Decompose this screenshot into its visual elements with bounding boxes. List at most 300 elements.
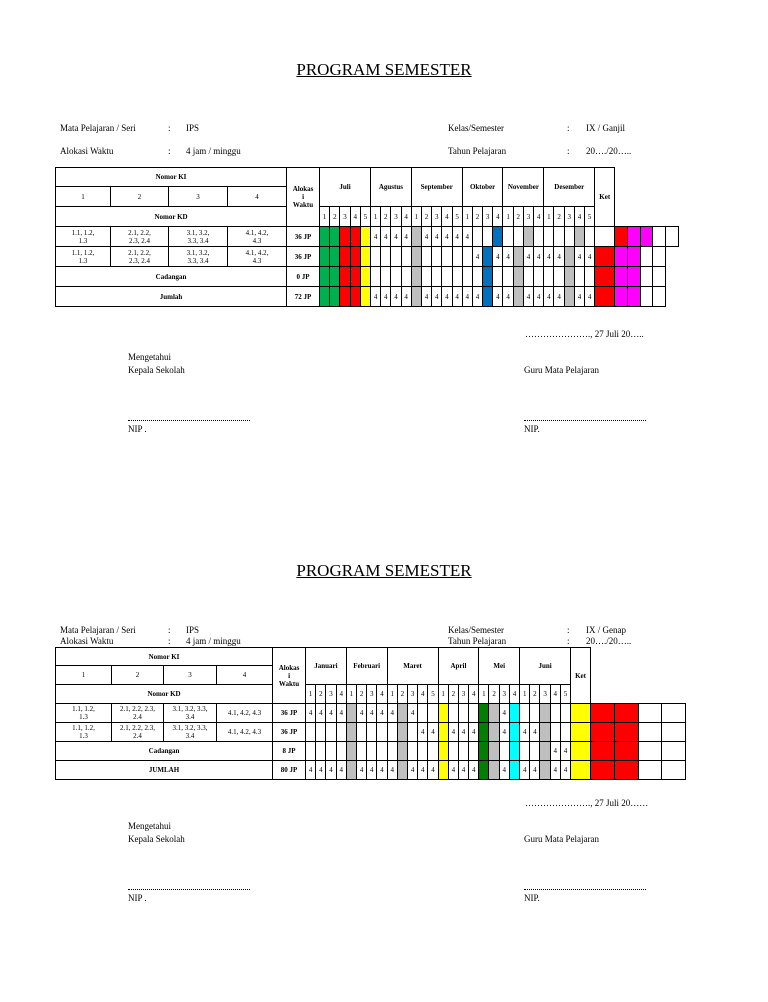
nip-left: NIP .	[128, 893, 147, 903]
week-cell	[387, 742, 397, 761]
kelas-sep: :	[567, 123, 570, 133]
week-cell	[360, 267, 370, 287]
week-number: 4	[509, 685, 519, 704]
week-cell	[350, 227, 360, 247]
date-line: …………………., 27 Juli 20……	[525, 798, 649, 808]
week-number: 2	[421, 207, 431, 227]
week-cell	[472, 267, 482, 287]
week-cell	[397, 704, 407, 723]
week-number: 4	[442, 207, 452, 227]
week-cell	[367, 723, 377, 742]
ki-number: 3	[164, 666, 217, 685]
week-number: 5	[585, 207, 595, 227]
week-cell	[360, 287, 370, 307]
week-cell	[371, 247, 381, 267]
week-number: 4	[493, 207, 503, 227]
mapel-label: Mata Pelajaran / Seri	[60, 625, 136, 635]
week-cell	[438, 761, 448, 780]
week-cell: 4	[306, 704, 316, 723]
week-cell	[428, 742, 438, 761]
date-line: …………………., 27 Juli 20…..	[525, 329, 644, 339]
week-cell	[371, 267, 381, 287]
week-number: 4	[469, 685, 479, 704]
ket-cell	[653, 267, 666, 287]
week-cell	[401, 247, 411, 267]
tahun-label: Tahun Pelajaran	[448, 146, 507, 156]
week-cell	[411, 287, 421, 307]
month-header: April	[438, 648, 479, 685]
kepala-sekolah-label: Kepala Sekolah	[128, 365, 185, 375]
week-number: 3	[367, 685, 377, 704]
week-cell	[640, 287, 653, 307]
week-cell	[421, 267, 431, 287]
week-cell	[554, 267, 564, 287]
week-cell	[381, 267, 391, 287]
week-cell	[479, 742, 489, 761]
week-cell	[571, 723, 591, 742]
week-cell	[377, 742, 387, 761]
week-cell	[360, 227, 370, 247]
week-cell: 4	[381, 287, 391, 307]
signature-line	[524, 420, 646, 421]
week-cell: 4	[462, 287, 472, 307]
alokasi-value: 4 jam / minggu	[186, 636, 241, 646]
week-cell	[432, 247, 442, 267]
week-cell	[513, 267, 523, 287]
week-cell	[316, 742, 326, 761]
week-cell	[571, 742, 591, 761]
week-number: 3	[432, 207, 442, 227]
week-cell	[350, 287, 360, 307]
week-cell: 4	[442, 287, 452, 307]
ki-number: 2	[111, 187, 169, 207]
week-cell: 4	[574, 287, 584, 307]
week-cell: 4	[371, 287, 381, 307]
signature-line	[128, 889, 250, 890]
week-number: 1	[346, 685, 356, 704]
week-cell: 4	[371, 227, 381, 247]
week-cell: 4	[428, 723, 438, 742]
week-cell	[330, 227, 340, 247]
week-cell: 4	[357, 761, 367, 780]
alokasi-sep: :	[168, 636, 171, 646]
ket-cell	[666, 227, 679, 247]
week-cell	[614, 723, 638, 742]
week-number: 3	[540, 685, 550, 704]
kelas-sep: :	[567, 625, 570, 635]
week-cell	[638, 761, 662, 780]
week-number: 4	[401, 207, 411, 227]
week-cell: 4	[523, 287, 533, 307]
week-cell	[401, 267, 411, 287]
alokasi-waktu-header: Alokas i Waktu	[273, 648, 306, 704]
mengetahui-label: Mengetahui	[128, 821, 171, 831]
kd-cell: 3.1, 3.2, 3.3, 3.4	[164, 723, 217, 742]
week-cell	[627, 227, 640, 247]
month-header: September	[411, 168, 462, 207]
month-header: Maret	[387, 648, 438, 685]
week-cell	[357, 742, 367, 761]
week-cell: 4	[452, 287, 462, 307]
row-label: Jumlah	[56, 287, 287, 307]
mapel-label: Mata Pelajaran / Seri	[60, 123, 136, 133]
week-cell: 4	[550, 761, 560, 780]
week-cell: 4	[418, 761, 428, 780]
week-cell	[411, 247, 421, 267]
week-number: 2	[316, 685, 326, 704]
week-number: 3	[407, 685, 417, 704]
week-cell	[438, 704, 448, 723]
week-cell	[615, 267, 628, 287]
week-number: 3	[564, 207, 574, 227]
week-cell	[458, 704, 468, 723]
page-title: PROGRAM SEMESTER	[296, 561, 472, 580]
week-cell	[442, 247, 452, 267]
week-number: 1	[371, 207, 381, 227]
kd-cell: 4.1, 4.2, 4.3	[228, 227, 287, 247]
week-number: 2	[530, 685, 540, 704]
week-cell	[509, 742, 519, 761]
week-cell: 4	[544, 247, 554, 267]
kd-cell: 3.1, 3.2, 3.3, 3.4	[169, 227, 228, 247]
nomor-ki-header: Nomor KI	[56, 168, 287, 187]
nip-right: NIP.	[524, 893, 540, 903]
week-cell: 4	[387, 761, 397, 780]
week-cell	[458, 742, 468, 761]
week-cell: 4	[499, 704, 509, 723]
week-cell: 4	[421, 287, 431, 307]
week-cell	[564, 247, 574, 267]
week-number: 4	[550, 685, 560, 704]
tahun-sep: :	[567, 636, 570, 646]
week-cell	[509, 761, 519, 780]
kelas-label: Kelas/Semester	[448, 123, 504, 133]
week-number: 5	[452, 207, 462, 227]
nomor-kd-header: Nomor KD	[56, 685, 273, 704]
kd-cell: 3.1, 3.2, 3.3, 3.4	[169, 247, 228, 267]
tahun-value: 20…./20…..	[586, 636, 632, 646]
week-cell: 4	[560, 761, 570, 780]
week-cell	[585, 267, 595, 287]
week-cell	[638, 742, 662, 761]
week-cell	[530, 742, 540, 761]
week-cell: 4	[585, 287, 595, 307]
alokasi-cell: 36 JP	[273, 723, 306, 742]
alokasi-sep: :	[168, 146, 171, 156]
week-cell	[320, 287, 330, 307]
guru-label: Guru Mata Pelajaran	[524, 365, 599, 375]
week-cell	[330, 267, 340, 287]
week-cell	[387, 723, 397, 742]
week-cell: 4	[448, 723, 458, 742]
month-header: Desember	[544, 168, 595, 207]
week-cell	[574, 227, 584, 247]
nomor-ki-header: Nomor KI	[56, 648, 273, 666]
week-number: 2	[357, 685, 367, 704]
week-cell	[591, 723, 615, 742]
week-cell	[357, 723, 367, 742]
kelas-value: IX / Ganjil	[586, 123, 625, 133]
week-cell	[550, 704, 560, 723]
week-cell	[448, 704, 458, 723]
week-cell	[489, 742, 499, 761]
week-number: 1	[479, 685, 489, 704]
week-cell	[513, 227, 523, 247]
mapel-value: IPS	[186, 123, 200, 133]
ki-number: 3	[169, 187, 228, 207]
alokasi-cell: 8 JP	[273, 742, 306, 761]
ki-number: 1	[56, 666, 112, 685]
month-header: November	[503, 168, 544, 207]
week-cell: 4	[469, 761, 479, 780]
week-cell	[615, 247, 628, 267]
week-cell: 4	[472, 247, 482, 267]
ket-cell	[662, 761, 686, 780]
week-cell	[560, 704, 570, 723]
week-cell: 4	[336, 704, 346, 723]
week-cell	[316, 723, 326, 742]
ki-number: 2	[112, 666, 164, 685]
week-cell	[421, 247, 431, 267]
week-cell	[627, 247, 640, 267]
week-cell: 4	[499, 723, 509, 742]
week-cell	[540, 723, 550, 742]
week-cell	[493, 227, 503, 247]
week-cell: 4	[442, 227, 452, 247]
week-number: 3	[523, 207, 533, 227]
week-cell: 4	[387, 704, 397, 723]
week-cell	[397, 723, 407, 742]
kd-cell: 2.1, 2.2, 2.3, 2.4	[112, 704, 164, 723]
week-cell: 4	[407, 761, 417, 780]
alokasi-cell: 36 JP	[273, 704, 306, 723]
week-cell: 4	[326, 761, 336, 780]
week-cell	[544, 227, 554, 247]
row-label: Cadangan	[56, 267, 287, 287]
week-cell: 4	[554, 287, 564, 307]
week-cell	[503, 267, 513, 287]
week-number: 2	[448, 685, 458, 704]
week-cell	[336, 742, 346, 761]
alokasi-cell: 80 JP	[273, 761, 306, 780]
week-number: 3	[458, 685, 468, 704]
row-label: Cadangan	[56, 742, 273, 761]
week-cell	[534, 227, 544, 247]
week-number: 2	[554, 207, 564, 227]
guru-label: Guru Mata Pelajaran	[524, 834, 599, 844]
week-cell: 4	[391, 227, 401, 247]
week-cell: 4	[432, 287, 442, 307]
week-cell	[493, 267, 503, 287]
week-cell: 4	[448, 761, 458, 780]
tahun-label: Tahun Pelajaran	[448, 636, 507, 646]
week-number: 4	[350, 207, 360, 227]
ki-number: 4	[217, 666, 273, 685]
week-cell: 4	[520, 723, 530, 742]
mapel-sep: :	[168, 123, 171, 133]
kd-cell: 4.1, 4.2, 4.3	[228, 247, 287, 267]
week-number: 1	[462, 207, 472, 227]
week-cell	[462, 247, 472, 267]
week-cell	[407, 723, 417, 742]
week-number: 4	[336, 685, 346, 704]
week-cell	[489, 723, 499, 742]
alokasi-value: 4 jam / minggu	[186, 146, 241, 156]
week-cell	[640, 267, 653, 287]
week-cell: 4	[381, 227, 391, 247]
week-cell: 4	[458, 761, 468, 780]
week-number: 4	[418, 685, 428, 704]
week-cell	[503, 227, 513, 247]
week-cell: 4	[336, 761, 346, 780]
week-cell: 4	[432, 227, 442, 247]
week-cell	[483, 247, 493, 267]
week-number: 4	[377, 685, 387, 704]
mapel-value: IPS	[186, 625, 200, 635]
week-cell: 4	[530, 723, 540, 742]
week-cell	[615, 227, 628, 247]
week-cell	[397, 742, 407, 761]
week-cell	[585, 227, 595, 247]
week-cell: 4	[357, 704, 367, 723]
week-cell	[462, 267, 472, 287]
week-cell: 4	[428, 761, 438, 780]
week-cell	[544, 267, 554, 287]
week-cell	[595, 267, 615, 287]
week-number: 3	[499, 685, 509, 704]
week-cell	[489, 761, 499, 780]
week-cell: 4	[391, 287, 401, 307]
month-header: Juni	[520, 648, 571, 685]
month-header: Mei	[479, 648, 520, 685]
week-number: 2	[330, 207, 340, 227]
week-cell	[448, 742, 458, 761]
kelas-value: IX / Genap	[586, 625, 626, 635]
week-cell	[340, 287, 350, 307]
kd-cell: 1.1, 1.2, 1.3	[56, 227, 111, 247]
week-cell	[469, 704, 479, 723]
week-cell	[320, 227, 330, 247]
week-number: 1	[503, 207, 513, 227]
signature-line	[128, 420, 250, 421]
week-cell	[564, 267, 574, 287]
week-cell	[340, 227, 350, 247]
alokasi-cell: 0 JP	[287, 267, 320, 287]
ket-cell	[662, 742, 686, 761]
ket-header: Ket	[595, 168, 615, 227]
week-number: 1	[320, 207, 330, 227]
week-number: 5	[360, 207, 370, 227]
week-cell	[438, 742, 448, 761]
ket-cell	[653, 247, 666, 267]
week-cell: 4	[520, 761, 530, 780]
ki-number: 4	[228, 187, 287, 207]
week-cell: 4	[585, 247, 595, 267]
week-cell	[479, 704, 489, 723]
week-number: 4	[534, 207, 544, 227]
month-header: Januari	[306, 648, 347, 685]
week-number: 5	[560, 685, 570, 704]
week-cell	[360, 247, 370, 267]
week-cell: 4	[550, 742, 560, 761]
week-cell	[640, 247, 653, 267]
alokasi-label: Alokasi Waktu	[60, 636, 114, 646]
week-cell	[509, 704, 519, 723]
week-cell: 4	[452, 227, 462, 247]
week-cell: 4	[418, 723, 428, 742]
week-cell	[452, 247, 462, 267]
week-cell: 4	[534, 287, 544, 307]
week-number: 3	[340, 207, 350, 227]
alokasi-label: Alokasi Waktu	[60, 146, 114, 156]
week-cell	[411, 227, 421, 247]
week-cell	[411, 267, 421, 287]
week-cell	[591, 704, 615, 723]
week-cell: 4	[574, 247, 584, 267]
week-cell: 4	[367, 761, 377, 780]
week-cell	[571, 704, 591, 723]
week-cell	[330, 247, 340, 267]
week-number: 2	[513, 207, 523, 227]
week-cell: 4	[493, 247, 503, 267]
week-cell: 4	[554, 247, 564, 267]
page-title: PROGRAM SEMESTER	[296, 60, 472, 79]
week-cell	[523, 267, 533, 287]
kd-cell: 2.1, 2.2, 2.3, 2.4	[112, 723, 164, 742]
week-cell	[534, 267, 544, 287]
week-cell	[452, 267, 462, 287]
week-number: 2	[381, 207, 391, 227]
mapel-sep: :	[168, 625, 171, 635]
week-cell: 4	[560, 742, 570, 761]
week-cell	[483, 287, 493, 307]
ket-cell	[662, 704, 686, 723]
week-cell	[615, 287, 628, 307]
week-cell: 4	[421, 227, 431, 247]
kd-cell: 4.1, 4.2, 4.3	[217, 723, 273, 742]
month-header: Oktober	[462, 168, 503, 207]
week-number: 1	[411, 207, 421, 227]
week-cell	[340, 247, 350, 267]
week-number: 2	[489, 685, 499, 704]
week-number: 2	[472, 207, 482, 227]
week-number: 1	[387, 685, 397, 704]
week-cell	[346, 761, 356, 780]
week-cell	[483, 267, 493, 287]
week-cell	[320, 247, 330, 267]
week-cell	[540, 761, 550, 780]
week-cell: 4	[472, 287, 482, 307]
kd-cell: 1.1, 1.2, 1.3	[56, 723, 112, 742]
program-semester-table	[55, 167, 679, 307]
week-cell	[550, 723, 560, 742]
week-cell	[638, 723, 662, 742]
ket-cell	[653, 287, 666, 307]
week-number: 1	[438, 685, 448, 704]
week-cell	[326, 742, 336, 761]
week-cell: 4	[407, 704, 417, 723]
week-number: 3	[391, 207, 401, 227]
week-number: 5	[428, 685, 438, 704]
week-number: 4	[574, 207, 584, 227]
week-cell	[499, 742, 509, 761]
month-header: Agustus	[371, 168, 412, 207]
week-cell	[513, 247, 523, 267]
week-cell	[350, 267, 360, 287]
kd-cell: 2.1, 2.2, 2.3, 2.4	[111, 227, 169, 247]
program-semester-table	[55, 647, 686, 780]
week-cell	[564, 227, 574, 247]
